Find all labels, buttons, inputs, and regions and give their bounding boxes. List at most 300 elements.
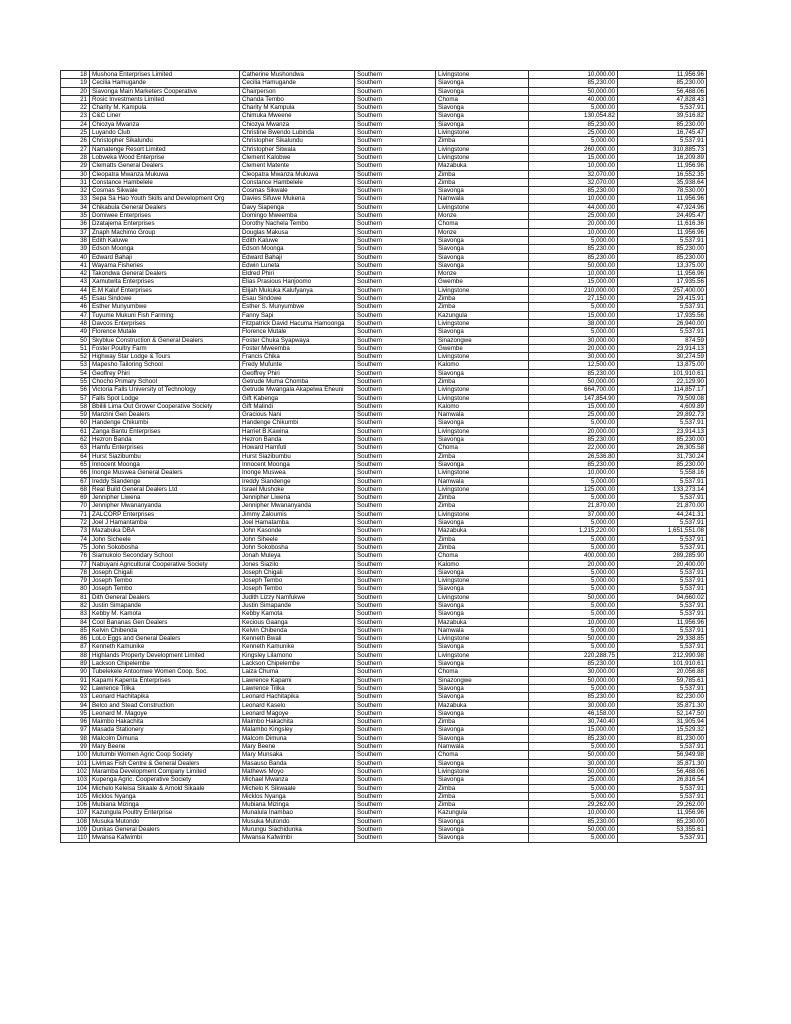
cell-amount-disbursed: 40,000.00 bbox=[529, 95, 618, 103]
cell-amount-disbursed: 5,000.00 bbox=[529, 477, 618, 485]
cell-business-name: Innocent Moonga bbox=[90, 460, 240, 468]
cell-province: Southern bbox=[355, 535, 436, 543]
cell-business-name: Kazungula Poultry Enterprise bbox=[90, 809, 240, 817]
cell-amount-disbursed: 38,000.00 bbox=[529, 319, 618, 327]
cell-row-number: 45 bbox=[61, 295, 90, 303]
cell-province: Southern bbox=[355, 228, 436, 236]
cell-row-number: 29 bbox=[61, 162, 90, 170]
cell-business-name: Dunkas General Dealers bbox=[90, 826, 240, 834]
cell-province: Southern bbox=[355, 776, 436, 784]
cell-district: Livingstone bbox=[436, 353, 529, 361]
cell-amount-outstanding: 44,241.31 bbox=[618, 510, 707, 518]
cell-province: Southern bbox=[355, 220, 436, 228]
cell-row-number: 65 bbox=[61, 460, 90, 468]
cell-province: Southern bbox=[355, 137, 436, 145]
cell-row-number: 18 bbox=[61, 71, 90, 79]
cell-amount-disbursed: 30,000.00 bbox=[529, 353, 618, 361]
cell-amount-disbursed: 25,000.00 bbox=[529, 411, 618, 419]
cell-business-name: Cecilia Hamugande bbox=[90, 79, 240, 87]
cell-owner-name: John Sokobosha bbox=[240, 543, 355, 551]
cell-amount-outstanding: 289,285.90 bbox=[618, 552, 707, 560]
cell-amount-disbursed: 85,230.00 bbox=[529, 693, 618, 701]
cell-province: Southern bbox=[355, 510, 436, 518]
cell-amount-outstanding: 23,914.13 bbox=[618, 344, 707, 352]
cell-district: Choma bbox=[436, 220, 529, 228]
cell-province: Southern bbox=[355, 436, 436, 444]
cell-province: Southern bbox=[355, 826, 436, 834]
cell-row-number: 43 bbox=[61, 278, 90, 286]
cell-province: Southern bbox=[355, 87, 436, 95]
cell-owner-name: Jennipher Liwena bbox=[240, 494, 355, 502]
cell-row-number: 38 bbox=[61, 236, 90, 244]
cell-row-number: 36 bbox=[61, 220, 90, 228]
cell-district: Siavonga bbox=[436, 87, 529, 95]
cell-province: Southern bbox=[355, 751, 436, 759]
cell-amount-disbursed: 30,000.00 bbox=[529, 701, 618, 709]
cell-owner-name: Joel Hamatamba bbox=[240, 519, 355, 527]
cell-amount-disbursed: 5,000.00 bbox=[529, 137, 618, 145]
cell-owner-name: Chanda Tembo bbox=[240, 95, 355, 103]
cell-amount-outstanding: 5,537.91 bbox=[618, 784, 707, 792]
cell-business-name: Handenge Chikumbi bbox=[90, 419, 240, 427]
cell-province: Southern bbox=[355, 477, 436, 485]
cell-district: Zimba bbox=[436, 718, 529, 726]
cell-amount-disbursed: 50,000.00 bbox=[529, 377, 618, 385]
cell-district: Livingstone bbox=[436, 394, 529, 402]
cell-province: Southern bbox=[355, 560, 436, 568]
cell-business-name: Highway Star Lodge & Tours bbox=[90, 353, 240, 361]
table-row bbox=[61, 709, 707, 717]
cell-district: Siavonga bbox=[436, 460, 529, 468]
cell-business-name: Leonard Hachitapika bbox=[90, 693, 240, 701]
cell-province: Southern bbox=[355, 817, 436, 825]
cell-business-name: Lackson Chipelembe bbox=[90, 660, 240, 668]
cell-province: Southern bbox=[355, 278, 436, 286]
cell-business-name: Siavonga Main Marketers Cooperative bbox=[90, 87, 240, 95]
cell-row-number: 49 bbox=[61, 328, 90, 336]
cell-owner-name: Michelo K Sikwaale bbox=[240, 784, 355, 792]
table-row bbox=[61, 734, 707, 742]
cell-row-number: 108 bbox=[61, 817, 90, 825]
table-row bbox=[61, 129, 707, 137]
cell-owner-name: Judith Lizzy Namfukwe bbox=[240, 593, 355, 601]
cell-owner-name: Harriet B.Kawina bbox=[240, 427, 355, 435]
cell-amount-outstanding: 17,935.56 bbox=[618, 278, 707, 286]
cell-row-number: 56 bbox=[61, 386, 90, 394]
cell-district: Zimba bbox=[436, 178, 529, 186]
cell-row-number: 23 bbox=[61, 112, 90, 120]
cell-business-name: C&C Liner bbox=[90, 112, 240, 120]
cell-amount-disbursed: 5,000.00 bbox=[529, 543, 618, 551]
cell-business-name: Edson Moonga bbox=[90, 245, 240, 253]
cell-owner-name: Fitzpatrick David Hacuma Hamoonga bbox=[240, 319, 355, 327]
cell-district: Siavonga bbox=[436, 759, 529, 767]
cell-amount-outstanding: 5,537.91 bbox=[618, 477, 707, 485]
cell-province: Southern bbox=[355, 427, 436, 435]
cell-province: Southern bbox=[355, 709, 436, 717]
cell-row-number: 78 bbox=[61, 568, 90, 576]
cell-amount-outstanding: 56,488.06 bbox=[618, 767, 707, 775]
table-row bbox=[61, 79, 707, 87]
cell-owner-name: Handenge Chikumbi bbox=[240, 419, 355, 427]
cell-amount-disbursed: 5,000.00 bbox=[529, 303, 618, 311]
cell-district: Siavonga bbox=[436, 826, 529, 834]
cell-district: Livingstone bbox=[436, 286, 529, 294]
cell-business-name: Sepa Sa Hao Youth Skills and Development Org bbox=[90, 195, 240, 203]
cell-business-name: Malcolm Dimuna bbox=[90, 734, 240, 742]
cell-owner-name: Kenneth Bwali bbox=[240, 635, 355, 643]
table-row bbox=[61, 245, 707, 253]
cell-amount-disbursed: 5,000.00 bbox=[529, 104, 618, 112]
cell-row-number: 74 bbox=[61, 535, 90, 543]
cell-district: Mazabuka bbox=[436, 527, 529, 535]
cell-district: Zimba bbox=[436, 303, 529, 311]
cell-province: Southern bbox=[355, 419, 436, 427]
cell-province: Southern bbox=[355, 643, 436, 651]
cell-amount-disbursed: 5,000.00 bbox=[529, 419, 618, 427]
cell-amount-disbursed: 85,230.00 bbox=[529, 79, 618, 87]
table-row bbox=[61, 452, 707, 460]
cell-amount-disbursed: 5,000.00 bbox=[529, 577, 618, 585]
cell-amount-disbursed: 85,230.00 bbox=[529, 187, 618, 195]
cell-owner-name: John Kasonde bbox=[240, 527, 355, 535]
cell-row-number: 58 bbox=[61, 402, 90, 410]
cell-row-number: 39 bbox=[61, 245, 90, 253]
cell-owner-name: Fredy Mufunte bbox=[240, 361, 355, 369]
cell-owner-name: Domingo Mweemba bbox=[240, 212, 355, 220]
cell-amount-outstanding: 31,905.94 bbox=[618, 718, 707, 726]
cell-district: Zimba bbox=[436, 502, 529, 510]
cell-owner-name: Esau Sindowe bbox=[240, 295, 355, 303]
table-row bbox=[61, 187, 707, 195]
cell-amount-outstanding: 17,935.56 bbox=[618, 311, 707, 319]
cell-row-number: 57 bbox=[61, 394, 90, 402]
cell-amount-outstanding: 16,209.89 bbox=[618, 153, 707, 161]
cell-amount-outstanding: 29,338.85 bbox=[618, 635, 707, 643]
cell-row-number: 54 bbox=[61, 369, 90, 377]
table-row bbox=[61, 676, 707, 684]
cell-amount-disbursed: 50,000.00 bbox=[529, 593, 618, 601]
cell-owner-name: Mwansa Kafwimbi bbox=[240, 834, 355, 842]
cell-district: Sinazongwe bbox=[436, 676, 529, 684]
cell-row-number: 66 bbox=[61, 469, 90, 477]
table-row bbox=[61, 718, 707, 726]
table-row bbox=[61, 485, 707, 493]
cell-amount-disbursed: 37,000.00 bbox=[529, 510, 618, 518]
cell-amount-disbursed: 5,000.00 bbox=[529, 610, 618, 618]
cell-province: Southern bbox=[355, 452, 436, 460]
cell-owner-name: Christopher Sikalundu bbox=[240, 137, 355, 145]
cell-amount-disbursed: 5,000.00 bbox=[529, 494, 618, 502]
cell-amount-outstanding: 11,956.96 bbox=[618, 228, 707, 236]
cell-owner-name: Howard Hamfuti bbox=[240, 444, 355, 452]
cell-district: Livingstone bbox=[436, 593, 529, 601]
cell-amount-outstanding: 11,956.96 bbox=[618, 162, 707, 170]
table-row bbox=[61, 303, 707, 311]
cell-amount-outstanding: 53,355.61 bbox=[618, 826, 707, 834]
cell-owner-name: Cecilia Hamugande bbox=[240, 79, 355, 87]
cell-district: Livingstone bbox=[436, 469, 529, 477]
cell-province: Southern bbox=[355, 394, 436, 402]
cell-row-number: 33 bbox=[61, 195, 90, 203]
cell-amount-outstanding: 11,956.96 bbox=[618, 809, 707, 817]
table-row bbox=[61, 344, 707, 352]
cell-business-name: Cool Bananas Gen Dealers bbox=[90, 618, 240, 626]
cell-amount-outstanding: 257,400.00 bbox=[618, 286, 707, 294]
cell-district: Livingstone bbox=[436, 485, 529, 493]
cell-district: Siavonga bbox=[436, 187, 529, 195]
table-row bbox=[61, 328, 707, 336]
cell-business-name: Xamutwita Enterprises bbox=[90, 278, 240, 286]
table-row bbox=[61, 784, 707, 792]
cell-amount-disbursed: 30,000.00 bbox=[529, 759, 618, 767]
cell-amount-disbursed: 15,000.00 bbox=[529, 726, 618, 734]
cell-amount-outstanding: 5,537.91 bbox=[618, 494, 707, 502]
cell-district: Siavonga bbox=[436, 261, 529, 269]
cell-amount-outstanding: 11,956.96 bbox=[618, 71, 707, 79]
cell-owner-name: Innocent Moonga bbox=[240, 460, 355, 468]
table-row bbox=[61, 577, 707, 585]
cell-district: Siavonga bbox=[436, 734, 529, 742]
cell-district: Siavonga bbox=[436, 253, 529, 261]
cell-row-number: 64 bbox=[61, 452, 90, 460]
table-row bbox=[61, 809, 707, 817]
cell-business-name: Joel J Hamantamba bbox=[90, 519, 240, 527]
cell-row-number: 92 bbox=[61, 684, 90, 692]
cell-amount-outstanding: 59,785.61 bbox=[618, 676, 707, 684]
cell-amount-outstanding: 5,537.91 bbox=[618, 419, 707, 427]
cell-amount-outstanding: 29,892.73 bbox=[618, 411, 707, 419]
cell-province: Southern bbox=[355, 801, 436, 809]
cell-row-number: 60 bbox=[61, 419, 90, 427]
cell-owner-name: Mary Munsaka bbox=[240, 751, 355, 759]
cell-row-number: 103 bbox=[61, 776, 90, 784]
table-row bbox=[61, 71, 707, 79]
table-row bbox=[61, 660, 707, 668]
cell-row-number: 95 bbox=[61, 709, 90, 717]
cell-province: Southern bbox=[355, 162, 436, 170]
cell-amount-disbursed: 5,000.00 bbox=[529, 684, 618, 692]
cell-amount-disbursed: 50,000.00 bbox=[529, 261, 618, 269]
cell-amount-disbursed: 5,000.00 bbox=[529, 792, 618, 800]
table-row bbox=[61, 826, 707, 834]
cell-row-number: 44 bbox=[61, 286, 90, 294]
cell-district: Zimba bbox=[436, 784, 529, 792]
cell-district: Choma bbox=[436, 751, 529, 759]
cell-district: Namwala bbox=[436, 195, 529, 203]
cell-amount-outstanding: 26,305.58 bbox=[618, 444, 707, 452]
cell-row-number: 90 bbox=[61, 668, 90, 676]
cell-amount-disbursed: 5,000.00 bbox=[529, 328, 618, 336]
cell-amount-outstanding: 5,537.91 bbox=[618, 602, 707, 610]
cell-amount-disbursed: 5,000.00 bbox=[529, 236, 618, 244]
cell-district: Livingstone bbox=[436, 129, 529, 137]
cell-amount-disbursed: 85,230.00 bbox=[529, 660, 618, 668]
cell-owner-name: Leonard Hachitapika bbox=[240, 693, 355, 701]
cell-amount-outstanding: 47,924.96 bbox=[618, 203, 707, 211]
cell-province: Southern bbox=[355, 568, 436, 576]
cell-amount-outstanding: 21,870.00 bbox=[618, 502, 707, 510]
cell-business-name: Kupenga Agric. Cooperative Society bbox=[90, 776, 240, 784]
cell-amount-outstanding: 47,828.43 bbox=[618, 95, 707, 103]
cell-owner-name: Ireddy Siandenge bbox=[240, 477, 355, 485]
cell-row-number: 30 bbox=[61, 170, 90, 178]
cell-row-number: 68 bbox=[61, 485, 90, 493]
cell-province: Southern bbox=[355, 660, 436, 668]
cell-amount-outstanding: 23,914.13 bbox=[618, 427, 707, 435]
cell-amount-outstanding: 5,537.91 bbox=[618, 519, 707, 527]
cell-owner-name: Murungu Siachidunka bbox=[240, 826, 355, 834]
cell-amount-disbursed: 30,000.00 bbox=[529, 336, 618, 344]
loan-table-body bbox=[61, 71, 707, 843]
cell-district: Mazabuka bbox=[436, 618, 529, 626]
table-row bbox=[61, 162, 707, 170]
table-row bbox=[61, 701, 707, 709]
cell-province: Southern bbox=[355, 718, 436, 726]
cell-amount-disbursed: 130,054.82 bbox=[529, 112, 618, 120]
cell-amount-outstanding: 56,949.98 bbox=[618, 751, 707, 759]
cell-province: Southern bbox=[355, 104, 436, 112]
cell-district: Gwembe bbox=[436, 278, 529, 286]
cell-province: Southern bbox=[355, 759, 436, 767]
cell-owner-name: Kecious Gaanga bbox=[240, 618, 355, 626]
table-row bbox=[61, 477, 707, 485]
cell-district: Namwala bbox=[436, 477, 529, 485]
cell-business-name: Musuka Mutondo bbox=[90, 817, 240, 825]
table-row bbox=[61, 651, 707, 659]
cell-amount-disbursed: 5,000.00 bbox=[529, 568, 618, 576]
cell-row-number: 41 bbox=[61, 261, 90, 269]
cell-business-name: Dith General Dealers bbox=[90, 593, 240, 601]
cell-district: Kalomo bbox=[436, 402, 529, 410]
cell-row-number: 72 bbox=[61, 519, 90, 527]
cell-row-number: 26 bbox=[61, 137, 90, 145]
cell-province: Southern bbox=[355, 153, 436, 161]
cell-row-number: 81 bbox=[61, 593, 90, 601]
cell-amount-outstanding: 22,129.90 bbox=[618, 377, 707, 385]
cell-province: Southern bbox=[355, 328, 436, 336]
cell-amount-outstanding: 29,415.91 bbox=[618, 295, 707, 303]
table-row bbox=[61, 792, 707, 800]
cell-row-number: 76 bbox=[61, 552, 90, 560]
cell-amount-disbursed: 5,000.00 bbox=[529, 834, 618, 842]
cell-owner-name: Maimbo Hakachita bbox=[240, 718, 355, 726]
cell-business-name: Domiwee Enterprises bbox=[90, 212, 240, 220]
cell-business-name: Maimbo Hakachita bbox=[90, 718, 240, 726]
cell-owner-name: Munalula Inambao bbox=[240, 809, 355, 817]
table-row bbox=[61, 436, 707, 444]
cell-row-number: 105 bbox=[61, 792, 90, 800]
cell-business-name: Esau Sindowe bbox=[90, 295, 240, 303]
cell-row-number: 59 bbox=[61, 411, 90, 419]
cell-amount-outstanding: 26,940.00 bbox=[618, 319, 707, 327]
cell-row-number: 80 bbox=[61, 585, 90, 593]
cell-province: Southern bbox=[355, 543, 436, 551]
cell-amount-disbursed: 5,000.00 bbox=[529, 643, 618, 651]
cell-row-number: 31 bbox=[61, 178, 90, 186]
table-row bbox=[61, 817, 707, 825]
cell-business-name: Siamukolo Secondary School bbox=[90, 552, 240, 560]
cell-amount-outstanding: 5,537.91 bbox=[618, 568, 707, 576]
cell-amount-disbursed: 50,000.00 bbox=[529, 676, 618, 684]
loan-table bbox=[60, 70, 707, 843]
cell-district: Siavonga bbox=[436, 245, 529, 253]
cell-business-name: Jennipher Mwananyanda bbox=[90, 502, 240, 510]
cell-owner-name: Davies Sifuwe Mukena bbox=[240, 195, 355, 203]
cell-amount-disbursed: 5,000.00 bbox=[529, 626, 618, 634]
cell-amount-disbursed: 10,000.00 bbox=[529, 270, 618, 278]
cell-business-name: Chiozya Mwanza bbox=[90, 120, 240, 128]
cell-district: Zimba bbox=[436, 295, 529, 303]
table-row bbox=[61, 353, 707, 361]
cell-amount-outstanding: 5,537.91 bbox=[618, 535, 707, 543]
cell-province: Southern bbox=[355, 120, 436, 128]
cell-district: Siavonga bbox=[436, 436, 529, 444]
cell-owner-name: Edward Bahaji bbox=[240, 253, 355, 261]
cell-amount-disbursed: 26,536.80 bbox=[529, 452, 618, 460]
cell-province: Southern bbox=[355, 726, 436, 734]
cell-business-name: Kelvin Chibenda bbox=[90, 626, 240, 634]
cell-amount-outstanding: 11,956.96 bbox=[618, 618, 707, 626]
table-row bbox=[61, 278, 707, 286]
cell-business-name: Mary Beene bbox=[90, 743, 240, 751]
cell-business-name: Nabuyani Agricultural Cooperative Society bbox=[90, 560, 240, 568]
cell-amount-disbursed: 85,230.00 bbox=[529, 120, 618, 128]
cell-amount-outstanding: 5,537.91 bbox=[618, 585, 707, 593]
cell-amount-outstanding: 16,745.47 bbox=[618, 129, 707, 137]
table-row bbox=[61, 519, 707, 527]
cell-district: Kalomo bbox=[436, 560, 529, 568]
cell-district: Siavonga bbox=[436, 120, 529, 128]
cell-business-name: Clematts General Dealers bbox=[90, 162, 240, 170]
cell-province: Southern bbox=[355, 635, 436, 643]
cell-business-name: Leonard M. Magoye bbox=[90, 709, 240, 717]
cell-row-number: 96 bbox=[61, 718, 90, 726]
cell-row-number: 71 bbox=[61, 510, 90, 518]
cell-amount-disbursed: 15,000.00 bbox=[529, 153, 618, 161]
cell-business-name: Jennipher Liwena bbox=[90, 494, 240, 502]
table-row bbox=[61, 527, 707, 535]
cell-province: Southern bbox=[355, 585, 436, 593]
cell-district: Livingstone bbox=[436, 386, 529, 394]
cell-business-name: Kenneth Kamunike bbox=[90, 643, 240, 651]
cell-business-name: Dzatajema Enterprises bbox=[90, 220, 240, 228]
cell-business-name: Micklos Nyanga bbox=[90, 792, 240, 800]
cell-owner-name: Mathews Moyo bbox=[240, 767, 355, 775]
cell-province: Southern bbox=[355, 527, 436, 535]
cell-amount-outstanding: 85,230.00 bbox=[618, 817, 707, 825]
cell-district: Zimba bbox=[436, 801, 529, 809]
cell-owner-name: Eldred Phiri bbox=[240, 270, 355, 278]
cell-amount-outstanding: 85,230.00 bbox=[618, 120, 707, 128]
cell-owner-name: Mubiana Mizinga bbox=[240, 801, 355, 809]
table-row bbox=[61, 743, 707, 751]
cell-amount-outstanding: 212,990.98 bbox=[618, 651, 707, 659]
cell-business-name: Joseph Tembo bbox=[90, 577, 240, 585]
cell-business-name: Mazabuka DBA bbox=[90, 527, 240, 535]
cell-amount-disbursed: 10,000.00 bbox=[529, 618, 618, 626]
table-row bbox=[61, 543, 707, 551]
cell-province: Southern bbox=[355, 212, 436, 220]
table-row bbox=[61, 626, 707, 634]
table-row bbox=[61, 270, 707, 278]
table-row bbox=[61, 203, 707, 211]
cell-business-name: Tubelekele Antoomwe Women Coop. Soc. bbox=[90, 668, 240, 676]
cell-district: Siavonga bbox=[436, 643, 529, 651]
cell-province: Southern bbox=[355, 734, 436, 742]
cell-row-number: 73 bbox=[61, 527, 90, 535]
cell-business-name: Mubiana Mizinga bbox=[90, 801, 240, 809]
